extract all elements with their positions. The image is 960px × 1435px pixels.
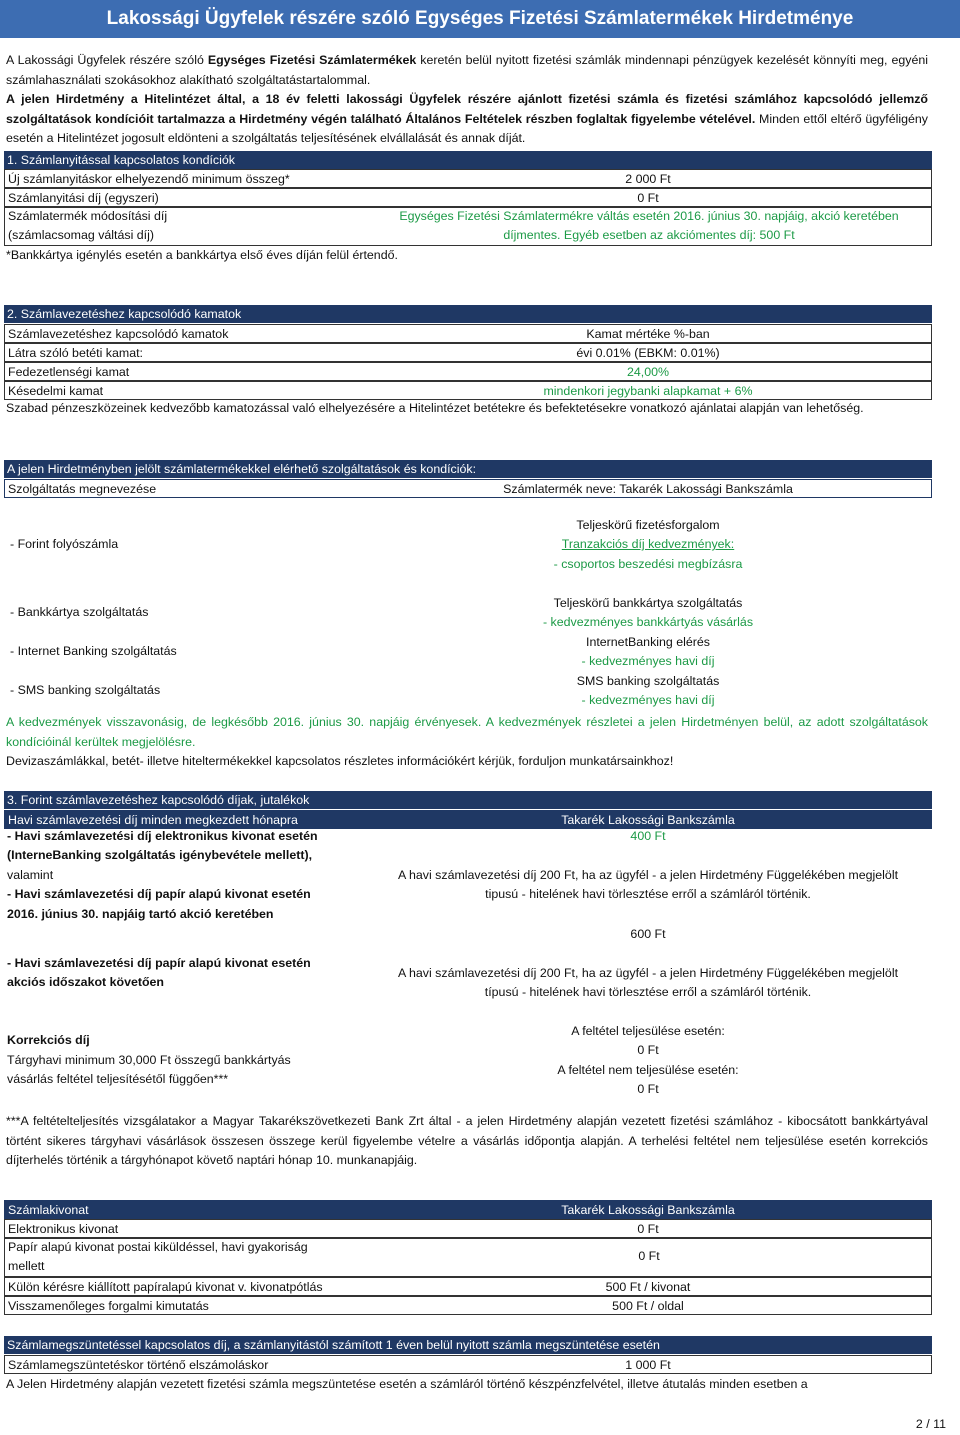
sec2-row-uncovered-interest xyxy=(4,362,932,381)
closing-header: Számlamegszüntetéssel kapcsolatos díj, a számlanyitástól számított 1 éven belül nyitott számla megszüntetése esetén xyxy=(4,1336,932,1354)
row-value: 0 Ft xyxy=(637,1222,659,1236)
fee-label: valamint xyxy=(7,868,54,882)
row-value-2: díjmentes. Egyéb esetben az akciómentes díj: 500 Ft xyxy=(503,228,795,242)
fee-label: - Havi számlavezetési díj papír alapú kivonat esetén xyxy=(7,956,311,970)
service-detail: Teljeskörű bankkártya szolgáltatás xyxy=(553,596,743,610)
section1-header: 1. Számlanyitással kapcsolatos kondíciók xyxy=(4,151,932,169)
row-value: 0 Ft xyxy=(637,191,659,205)
fee-label: Korrekciós díj xyxy=(7,1033,90,1047)
row-label-2: (számlacsomag váltási díj) xyxy=(8,228,154,242)
column-header-left: Havi számlavezetési díj minden megkezdett hónapra xyxy=(8,813,298,827)
row-label: Számlatermék módosítási díj xyxy=(8,209,168,223)
fee-value: 0 Ft xyxy=(637,1082,659,1096)
row-value: 1 000 Ft xyxy=(625,1358,671,1372)
sec1-note: *Bankkártya igénylés esetén a bankkártya első éves díján felül értendő. xyxy=(6,248,398,262)
row-value: 500 Ft / oldal xyxy=(612,1299,684,1313)
service-detail: InternetBanking elérés xyxy=(586,635,710,649)
statement-row-retroactive xyxy=(4,1296,932,1315)
closing-note: A Jelen Hirdetmény alapján vezetett fizetési számla megszüntetése esetén a számláról történő készpénzfelvétel, illetve átutalás minden esetben a xyxy=(6,1377,808,1391)
sec3-note: ***A feltételteljesítés vizsgálatakor a Magyar Takarékszövetkezeti Bank Zrt által - a jelen Hirdetmény alapján vezetett fizetési számlához - kibocsátott bankkártyával történt sikeres tárgyhavi vásárlások összesen összege kerül figyelembe vételre a vásárlás időpontja alapján. A terhelési feltétel nem teljesülése esetén korrekciós díjterhelés történik a tárgyhónapot követő naptári hónap 10. munkanapjáig. xyxy=(6,1114,928,1167)
row-label: Új számlanyitáskor elhelyezendő minimum összeg* xyxy=(8,172,290,186)
intro-text-rest: keretén belül nyitott fizetési számlák mindennapi pénzügyek kezelését könnyíti meg, egyéni számlahasználati szokásokhoz alakítható szolgáltatástartalommal. xyxy=(6,53,928,87)
fee-condition: tipusú - hitelének havi törlesztése erről a számláról történik. xyxy=(485,887,811,901)
intro-paragraph-2 xyxy=(6,90,928,149)
row-label: Külön kérésre kiállított papíralapú kivonat v. kivonatpótlás xyxy=(8,1280,323,1294)
fee-label: - Havi számlavezetési díj papír alapú kivonat esetén xyxy=(7,887,311,901)
row-label: Papír alapú kivonat postai kiküldéssel, havi gyakoriság xyxy=(8,1240,308,1254)
column-header-right: Számlatermék neve: Takarék Lakossági Bankszámla xyxy=(503,482,793,496)
column-header-right: Takarék Lakossági Bankszámla xyxy=(561,813,735,827)
row-value: Egységes Fizetési Számlatermékre váltás esetén 2016. június 30. napjáig, akció keretében xyxy=(399,209,899,223)
services-table xyxy=(4,498,932,712)
service-label: - Forint folyószámla xyxy=(10,537,119,551)
sec1-row-min-amount xyxy=(4,169,932,188)
column-header-right: Takarék Lakossági Bankszámla xyxy=(561,1203,735,1217)
fee-value: 400 Ft xyxy=(630,829,666,843)
page-number: 2 / 11 xyxy=(915,1417,946,1431)
column-header-left: Számlakivonat xyxy=(8,1203,89,1217)
fee-label: 2016. június 30. napjáig tartó akció keretében xyxy=(7,907,274,921)
closing-row-settlement xyxy=(4,1355,932,1374)
sec2-note: Szabad pénzeszközeinek kedvezőbb kamatozással való elhelyezésére a Hitelintézet betétekre és befektetésekre vonatkozó ajánlatai alapján van lehetőség. xyxy=(6,401,864,415)
fee-value: 0 Ft xyxy=(637,1043,659,1057)
sec3-fees-table xyxy=(4,829,932,1119)
service-detail: SMS banking szolgáltatás xyxy=(576,674,720,688)
row-label: Késedelmi kamat xyxy=(8,384,104,398)
row-value: mindenkori jegybanki alapkamat + 6% xyxy=(543,384,753,398)
fee-label: vásárlás feltétel teljesítésétől függően*** xyxy=(7,1072,229,1086)
fee-condition: A havi számlavezetési díj 200 Ft, ha az ügyfél - a jelen Hirdetmény Függelékében megjelölt xyxy=(397,868,899,882)
services-header: A jelen Hirdetményben jelölt számlatermékekkel elérhető szolgáltatások és kondíciók: xyxy=(4,460,932,478)
sec1-row-modification-fee xyxy=(4,207,932,246)
fee-condition: A feltétel nem teljesülése esetén: xyxy=(557,1063,739,1077)
fee-label: (InterneBanking szolgáltatás igénybevétele mellett), xyxy=(7,848,313,862)
sec2-row-late-interest xyxy=(4,381,932,400)
services-note: Devizaszámlákkal, betét- illetve hiteltermékekkel kapcsolatos részletes információkért kérjük, forduljon munkatársainkhoz! xyxy=(6,754,674,768)
service-label: - Internet Banking szolgáltatás xyxy=(10,644,177,658)
row-label: Számlanyitási díj (egyszeri) xyxy=(8,191,159,205)
intro-bold-paragraph: A jelen Hirdetmény a Hitelintézet által, a 18 év feletti lakossági Ügyfelek részére ajánlott fizetési számla és fizetési számlához kapcsolódó jellemző szolgáltatások kondícióit tartalmazza a Hirdetmény végén található Általános Feltételek részben foglaltak figyelembe vételével. xyxy=(6,92,928,126)
section2-header: 2. Számlavezetéshez kapcsolódó kamatok xyxy=(4,305,932,323)
intro-paragraph-rest: Minden ettől eltérő ügyféligény esetén a Hitelintézet jogosult eldönteni a szolgáltatás teljesítésének elvállalását és annak díját. xyxy=(6,111,929,145)
fee-condition: A havi számlavezetési díj 200 Ft, ha az ügyfél - a jelen Hirdetmény Függelékében megjelölt xyxy=(397,966,899,980)
service-detail: Teljeskörű fizetésforgalom xyxy=(576,518,720,532)
services-note-green: A kedvezmények visszavonásig, de legkésőbb 2016. június 30. napjáig érvényesek. A kedvezmények részletei a jelen Hirdetményen belül, az adott szolgáltatások kondícióinál kerültek megjelölésre. xyxy=(6,715,928,749)
services-column-header xyxy=(4,479,932,498)
service-detail-green: - kedvezményes havi díj xyxy=(581,654,715,668)
service-detail-green: - kedvezményes havi díj xyxy=(581,693,715,707)
statement-row-replacement xyxy=(4,1277,932,1296)
sec1-row-opening-fee xyxy=(4,188,932,207)
row-value: 500 Ft / kivonat xyxy=(605,1280,691,1294)
row-label: Számlamegszüntetéskor történő elszámoláskor xyxy=(8,1358,269,1372)
fee-label: - Havi számlavezetési díj elektronikus kivonat esetén xyxy=(7,829,318,843)
row-label: Fedezetlenségi kamat xyxy=(8,365,130,379)
intro-text: A Lakossági Ügyfelek részére szóló xyxy=(6,53,208,67)
sec2-row-sight-deposit xyxy=(4,343,932,362)
section3-header: 3. Forint számlavezetéshez kapcsolódó díjak, jutalékok xyxy=(4,791,932,809)
fee-label: akciós időszakot követően xyxy=(7,975,165,989)
row-value: 24,00% xyxy=(626,365,670,379)
intro-bold-text: Egységes Fizetési Számlatermékek xyxy=(207,53,417,67)
row-label: Látra szóló betéti kamat: xyxy=(8,346,143,360)
column-header-left: Számlavezetéshez kapcsolódó kamatok xyxy=(8,327,229,341)
sec3-column-header xyxy=(4,810,932,829)
service-detail-green: - csoportos beszedési megbízásra xyxy=(553,557,743,571)
row-label-2: mellett xyxy=(8,1259,45,1273)
sec2-column-header xyxy=(4,324,932,343)
statement-column-header xyxy=(4,1200,932,1219)
column-header-right: Kamat mértéke %-ban xyxy=(586,327,710,341)
row-value: 2 000 Ft xyxy=(625,172,671,186)
service-label: - SMS banking szolgáltatás xyxy=(10,683,161,697)
intro-paragraph-1 xyxy=(6,51,928,90)
page-title: Lakossági Ügyfelek részére szóló Egységes Fizetési Számlatermékek Hirdetménye xyxy=(0,0,960,38)
service-detail-green: - kedvezményes bankkártyás vásárlás xyxy=(542,615,754,629)
row-value: 0 Ft xyxy=(638,1249,660,1263)
statement-row-electronic xyxy=(4,1219,932,1238)
fee-condition: A feltétel teljesülése esetén: xyxy=(571,1024,725,1038)
fee-condition: típusú - hitelének havi törlesztése erről a számláról történik. xyxy=(484,985,812,999)
statement-row-paper xyxy=(4,1238,932,1277)
fee-label: Tárgyhavi minimum 30,000 Ft összegű bankkártyás xyxy=(7,1053,291,1067)
row-label: Elektronikus kivonat xyxy=(8,1222,119,1236)
row-label: Visszamenőleges forgalmi kimutatás xyxy=(8,1299,209,1313)
service-label: - Bankkártya szolgáltatás xyxy=(10,605,149,619)
column-header-left: Szolgáltatás megnevezése xyxy=(8,482,157,496)
service-detail-link[interactable]: Tranzakciós díj kedvezmények: xyxy=(561,537,735,551)
fee-value: 600 Ft xyxy=(630,927,666,941)
row-value: évi 0.01% (EBKM: 0.01%) xyxy=(576,346,720,360)
